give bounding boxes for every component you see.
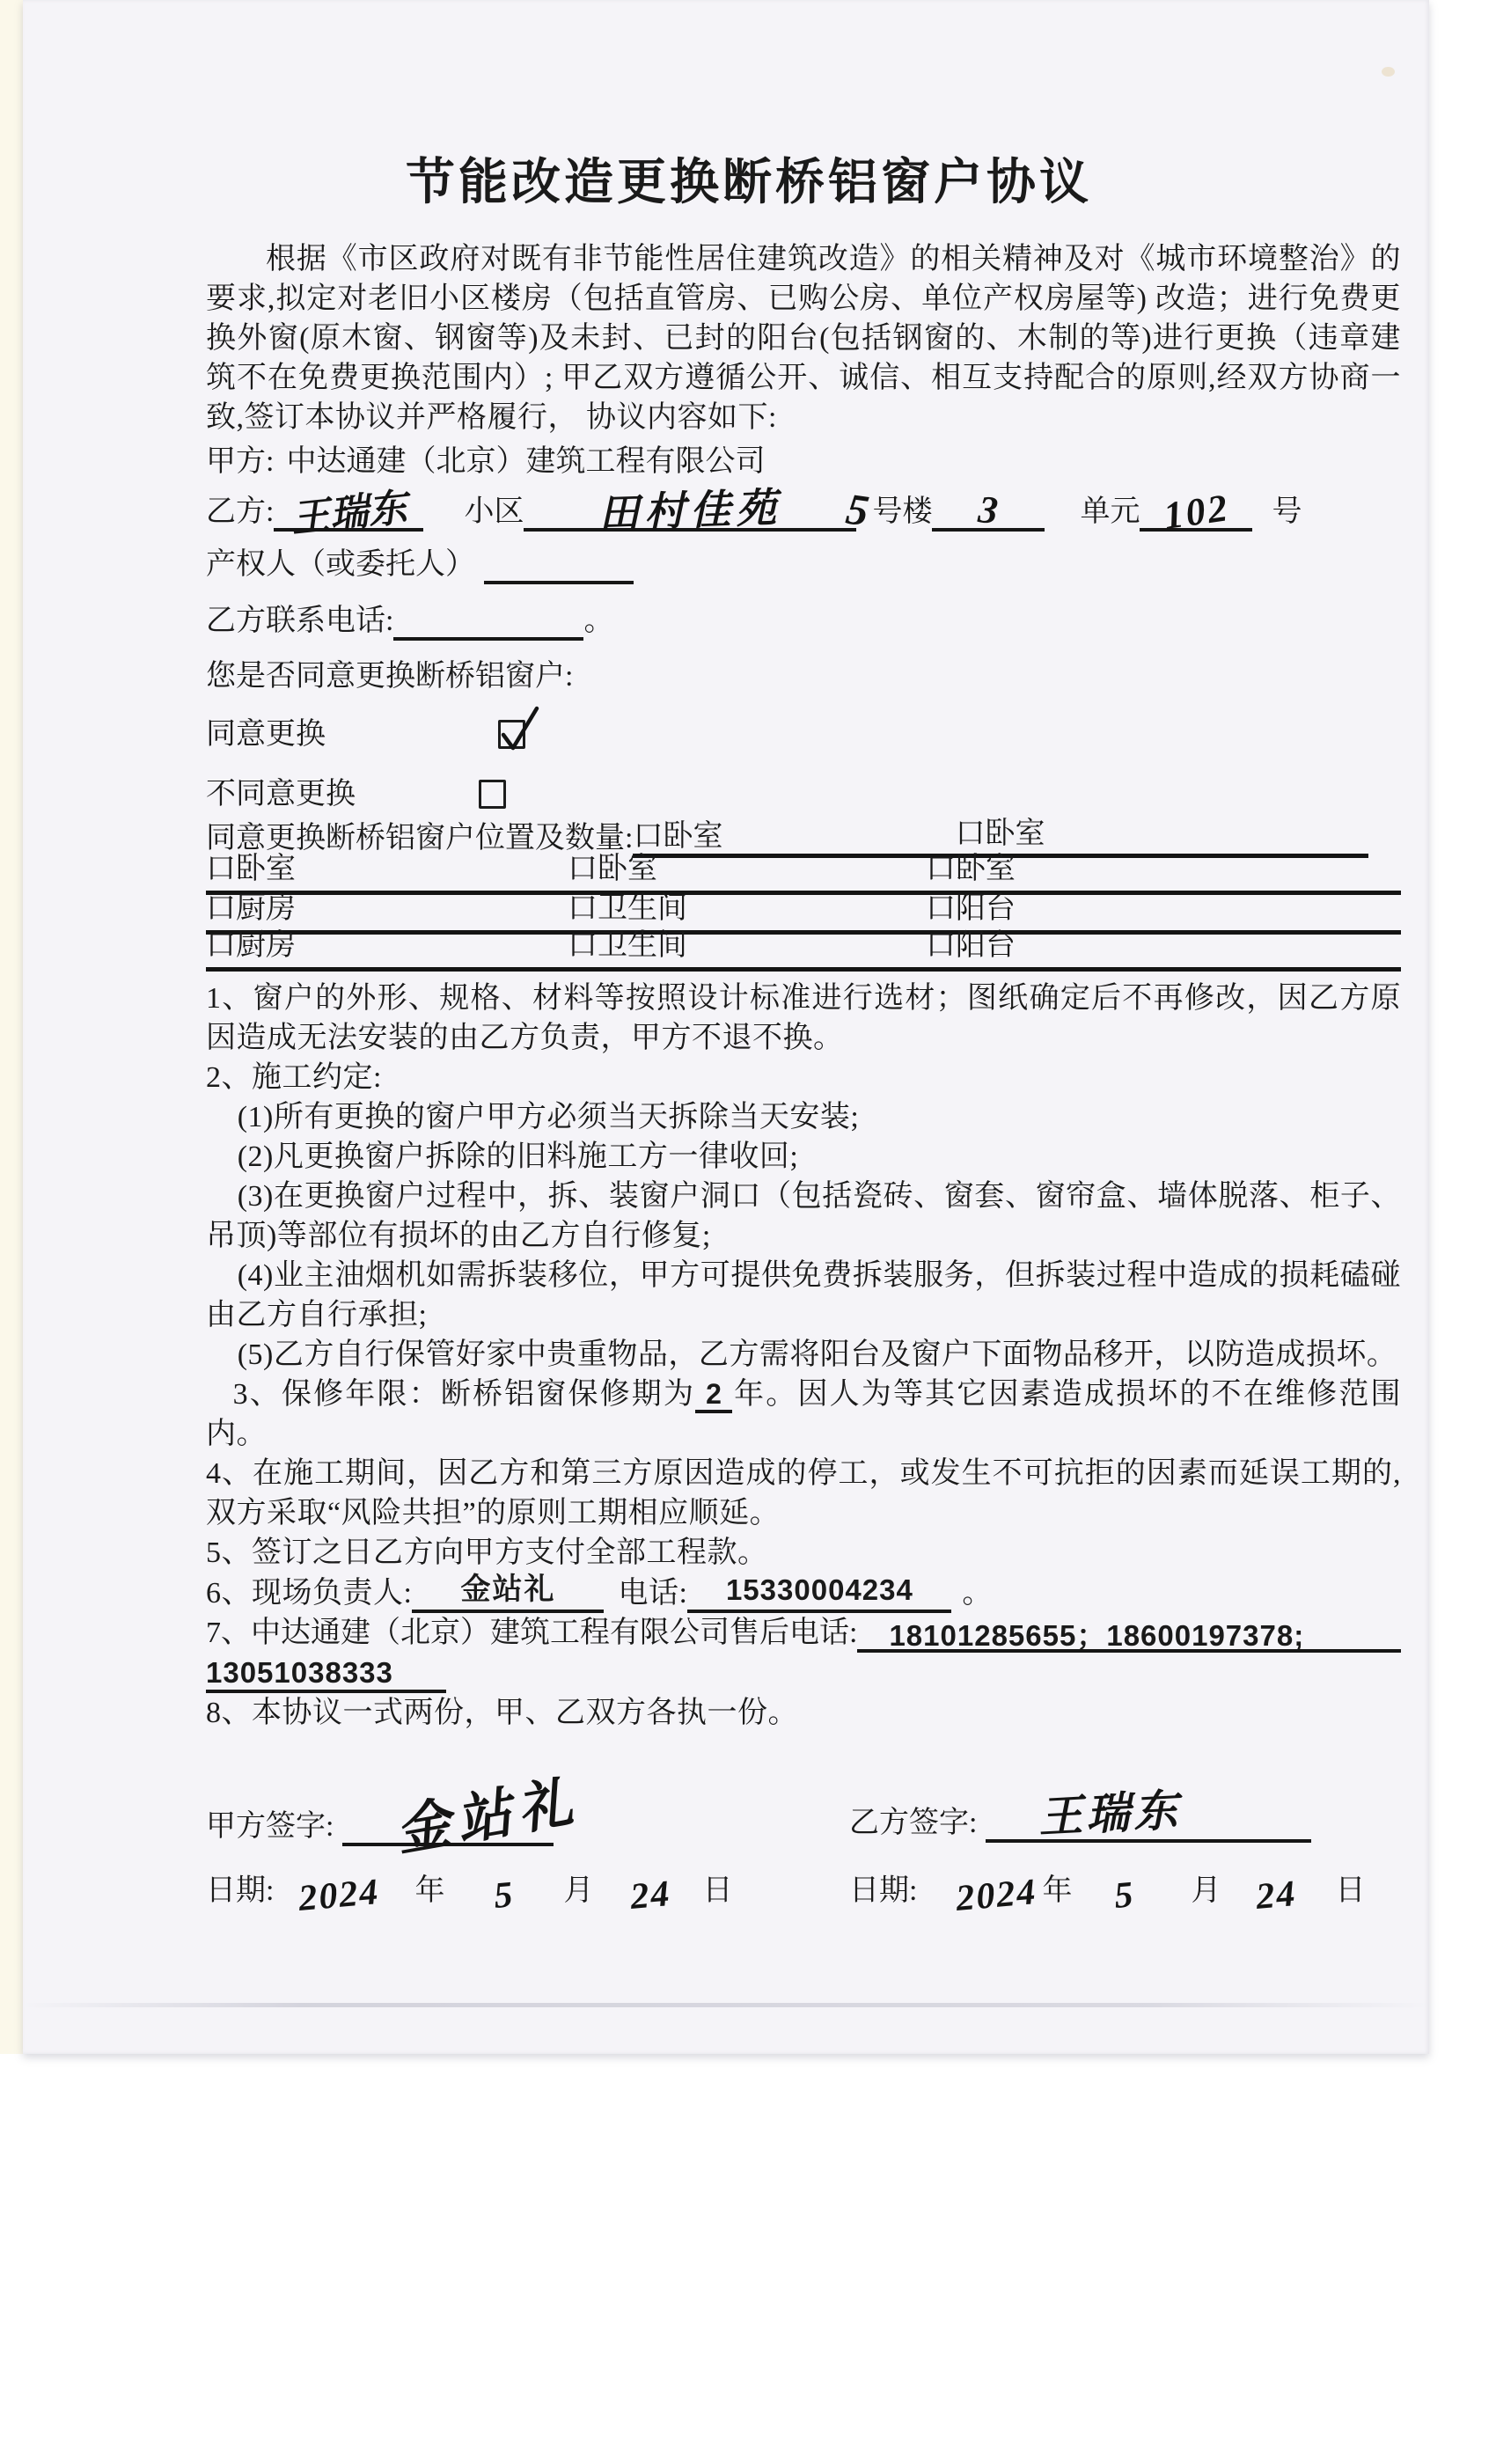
party-b-signature-label: 乙方签字: — [849, 1807, 978, 1839]
party-a-date-block — [206, 1871, 733, 1919]
location-cell: 口阳台 — [926, 929, 1016, 962]
room-label: 号 — [1272, 495, 1302, 528]
document-title: 节能改造更换断桥铝窗户协议 — [406, 156, 1092, 210]
clause-3-pre: 3、保修年限：断桥铝窗保修期为 — [232, 1378, 696, 1411]
clause-2: 2、施工约定: — [206, 1061, 382, 1094]
location-cell: 口卫生间 — [568, 929, 687, 962]
clause-5: 5、签订之日乙方向甲方支付全部工程款。 — [206, 1536, 768, 1569]
location-cell: 口卧室 — [206, 853, 296, 885]
site-manager-phone-blank — [687, 1573, 951, 1613]
clause-6-period: 。 — [962, 1577, 993, 1610]
location-cell: 口卧室 — [568, 853, 657, 885]
contact-phone-label: 乙方联系电话: — [206, 605, 394, 637]
site-manager-name: 金站礼 — [460, 1573, 556, 1606]
party-a-signature-line — [342, 1771, 584, 1863]
date-month-handwriting: 5 — [1112, 1874, 1137, 1917]
clause-2-item-3: (3)在更换窗户过程中，拆、装窗户洞口（包括瓷砖、窗套、窗帘盒、墙体脱落、柜子、吊顶)等部位有损坏的由乙方自行修复; — [206, 1180, 1401, 1252]
date-day-handwriting: 24 — [628, 1874, 673, 1918]
community-label: 小区 — [464, 495, 524, 528]
party-b-line — [206, 477, 1401, 541]
agree-checkbox — [498, 720, 525, 749]
date-year-unit: 年 — [1042, 1874, 1073, 1907]
paper-fold-line — [23, 2003, 1429, 2007]
contact-phone-line — [206, 598, 1401, 641]
unit-label: 单元 — [1080, 495, 1140, 528]
room-number-handwriting: 102 — [1161, 485, 1233, 538]
clause-4: 4、在施工期间，因乙方和第三方原因造成的停工，或发生不可抗拒的因素而延误工期的,双方采取“风险共担”的原则工期相应顺延。 — [206, 1457, 1401, 1529]
clause-3-post: 年。因人为等其它因素造成损坏的不在维修范围内。 — [206, 1378, 1401, 1450]
aftersales-phones-line2: 13051038333 — [206, 1653, 446, 1693]
clause-2-item-1: (1)所有更换的窗户甲方必须当天拆除当天安装; — [237, 1101, 860, 1133]
location-cell: 口卧室 — [926, 853, 1016, 885]
disagree-option — [206, 774, 1401, 814]
clause-7 — [206, 1613, 1401, 1653]
room-number-blank — [1140, 485, 1252, 538]
location-cell: 口厨房 — [206, 892, 296, 925]
party-a-signature-label: 甲方签字: — [206, 1810, 334, 1843]
signature-section — [206, 1771, 1401, 1863]
page-content — [206, 0, 1401, 2054]
clause-2-item-5: (5)乙方自行保管好家中贵重物品，乙方需将阳台及窗户下面物品移开，以防造成损坏。 — [237, 1338, 1397, 1371]
party-a-signature-handwriting: 金站礼 — [392, 1771, 584, 1863]
party-b-name-blank — [274, 486, 423, 541]
agree-option-label: 同意更换 — [206, 718, 326, 751]
date-month-unit: 月 — [563, 1874, 594, 1907]
party-b-signature-block — [849, 1785, 1311, 1843]
site-manager-phone: 15330004234 — [725, 1573, 913, 1606]
date-year-handwriting: 2024 — [297, 1872, 382, 1919]
date-year-handwriting: 2024 — [954, 1872, 1039, 1919]
unit-number-handwriting: 3 — [977, 488, 1001, 532]
location-row-1 — [206, 855, 1401, 895]
locations-header-label: 同意更换断桥铝窗户位置及数量: — [206, 822, 634, 854]
clause-1: 1、窗户的外形、规格、材料等按照设计标准进行选材；图纸确定后不再修改，因乙方原因造成无法安装的由乙方负责，甲方不退不换。 — [206, 982, 1401, 1054]
paper-stain — [1382, 67, 1395, 77]
document-page — [23, 0, 1429, 2054]
locations-header — [206, 818, 1401, 858]
agree-option — [206, 715, 1401, 754]
contact-phone-period: 。 — [583, 605, 614, 637]
check-mark-icon — [496, 701, 542, 752]
community-blank — [524, 483, 873, 537]
date-label: 日期: — [849, 1874, 918, 1907]
location-row-3 — [206, 929, 1401, 972]
date-year-unit: 年 — [414, 1874, 445, 1907]
date-month-handwriting: 5 — [492, 1874, 517, 1917]
party-b-label: 乙方: — [206, 495, 275, 528]
contact-phone-blank — [393, 598, 583, 641]
clause-7-pre: 7、中达通建（北京）建筑工程有限公司售后电话: — [206, 1617, 858, 1649]
disagree-checkbox — [479, 780, 506, 809]
owner-label: 产权人（或委托人） — [206, 548, 475, 581]
clause-7-continued — [206, 1653, 1401, 1693]
clause-6 — [206, 1573, 1401, 1613]
agreement-question: 您是否同意更换断桥铝窗户: — [206, 660, 574, 693]
community-handwriting: 田村佳苑 — [598, 485, 783, 537]
building-label: 号楼 — [872, 495, 933, 528]
owner-blank — [484, 542, 634, 584]
party-a-company: 中达通建（北京）建筑工程有限公司 — [286, 445, 766, 478]
owner-line — [206, 542, 1401, 584]
date-section — [206, 1871, 1401, 1920]
date-month-unit: 月 — [1191, 1874, 1221, 1907]
scan-edge-strip — [0, 0, 23, 2054]
clause-3 — [206, 1375, 1401, 1454]
clauses-block — [206, 979, 1401, 1733]
date-day-unit: 日 — [1335, 1874, 1366, 1907]
unit-number-blank — [932, 489, 1045, 532]
party-b-signature-line — [986, 1785, 1311, 1843]
party-b-signature-handwriting: 王瑞东 — [1038, 1785, 1183, 1843]
intro-paragraph: 根据《市区政府对既有非节能性居住建筑改造》的相关精神及对《城市环境整治》的要求,拟定对老旧小区楼房（包括直管房、已购公房、单位产权房屋等) 改造；进行免费更换外窗(原木窗、钢窗等)及未封、已封的阳台(包括钢窗的、木制的等)进行更换（违章建筑不在免费更换范围内）; 甲乙双方遵循公开、诚信、相互支持配合的原则,经双方协商一致,签订本协议并严格履行， 协议内容如下: — [206, 243, 1401, 434]
party-a-signature-block — [206, 1771, 584, 1863]
clause-2-item-2: (2)凡更换窗户拆除的旧料施工方一律收回; — [237, 1140, 799, 1173]
location-cell: 口卫生间 — [568, 892, 687, 925]
locations-header-item2: 口卧室 — [955, 818, 1045, 850]
site-manager-name-blank — [412, 1573, 604, 1613]
date-day-unit: 日 — [702, 1874, 733, 1907]
clause-6-phone-label: 电话: — [618, 1577, 688, 1610]
party-b-name-handwriting: 王瑞东 — [289, 486, 410, 541]
party-a-line — [206, 442, 1401, 481]
location-cell: 口厨房 — [206, 929, 296, 962]
clause-8: 8、本协议一式两份，甲、乙双方各执一份。 — [206, 1697, 798, 1729]
clause-2-item-4: (4)业主油烟机如需拆装移位，甲方可提供免费拆装服务，但拆装过程中造成的损耗磕碰由乙方自行承担; — [206, 1259, 1401, 1331]
building-number-handwriting: 5 — [843, 483, 873, 536]
location-cell: 口阳台 — [926, 892, 1016, 925]
clause-6-pre: 6、现场负责人: — [206, 1577, 413, 1610]
party-a-label: 甲方: — [206, 445, 275, 478]
location-row-2 — [206, 892, 1401, 935]
disagree-option-label: 不同意更换 — [206, 778, 356, 810]
party-b-date-block — [849, 1871, 1366, 1919]
locations-header-item1: 口卧室 — [633, 820, 723, 853]
date-day-handwriting: 24 — [1254, 1874, 1299, 1918]
date-label: 日期: — [206, 1874, 275, 1907]
aftersales-phones-line1: 18101285655；18600197378; — [857, 1616, 1401, 1653]
warranty-years-value: 2 — [695, 1378, 732, 1413]
